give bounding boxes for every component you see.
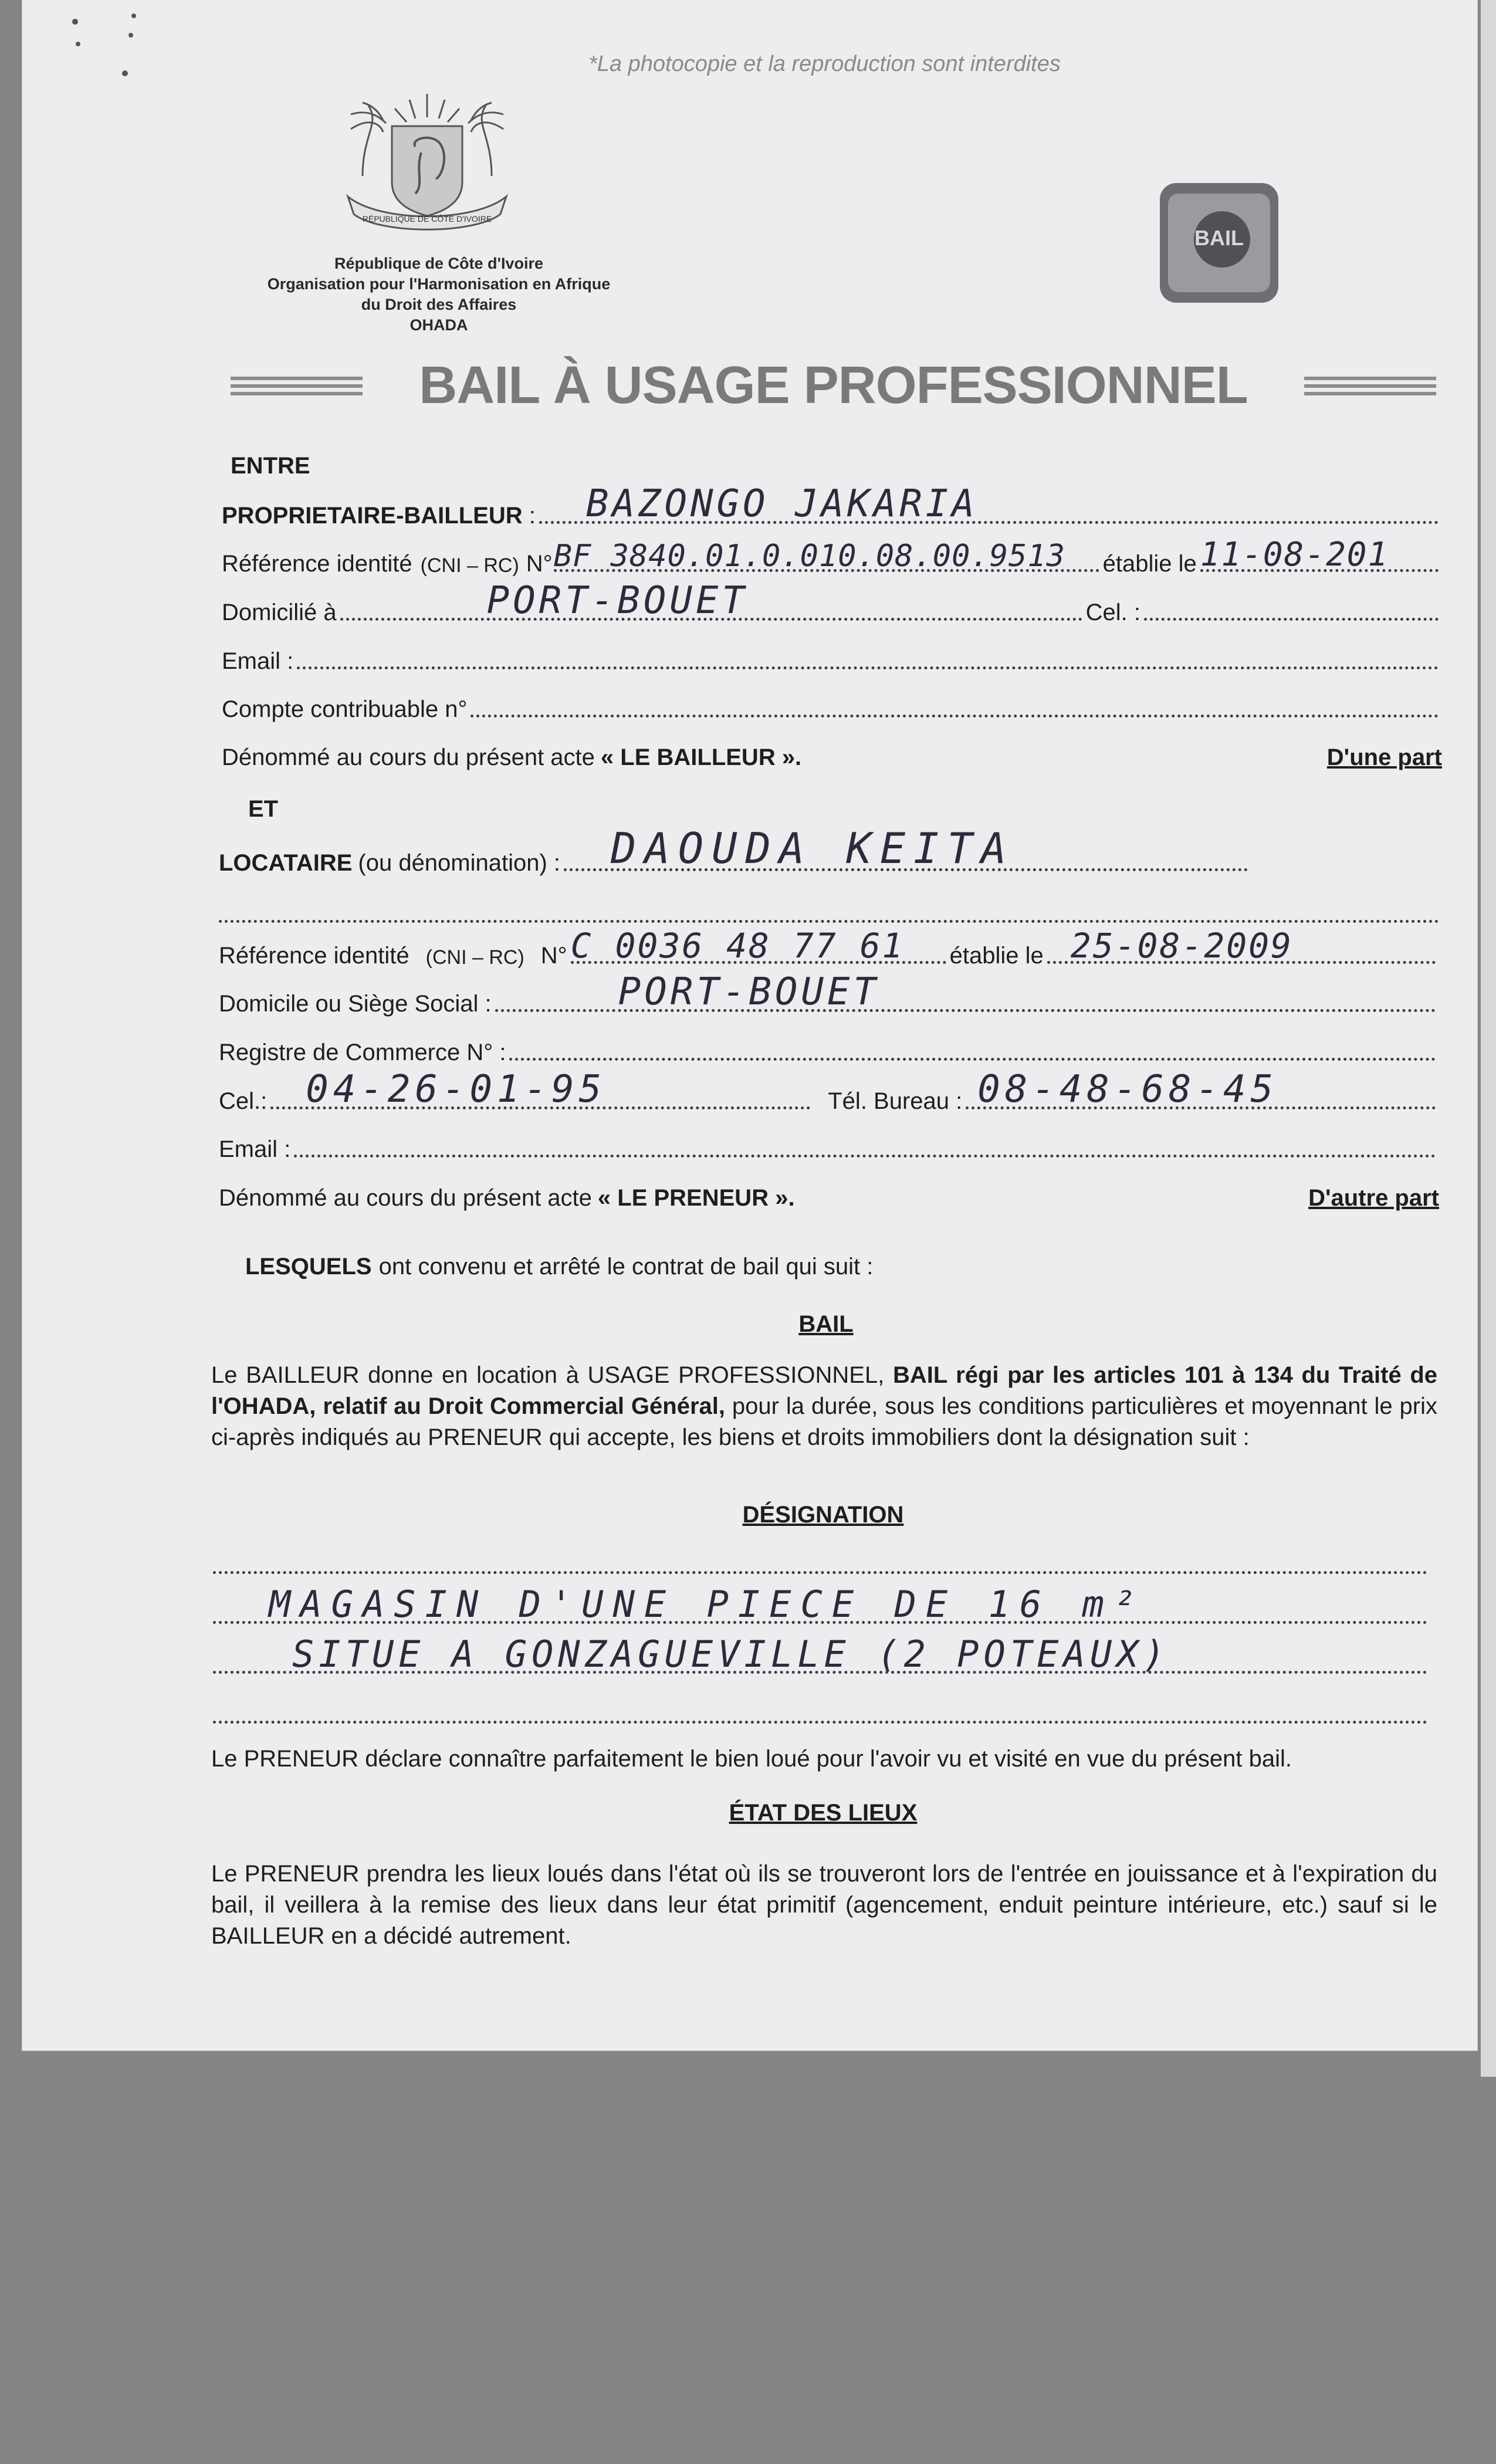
preneur-email-row [219, 1126, 1439, 1163]
designation-line-3[interactable] [213, 1633, 1427, 1676]
et-row [248, 786, 1468, 823]
org-line: OHADA [409, 316, 468, 334]
preneur-address-value: PORT-BOUET [618, 970, 879, 1014]
copy-warning: *La photocopie et la reproduction sont interdites [588, 52, 1061, 76]
bailleur-named-row [222, 735, 1442, 771]
bailleur-id-value: BF 3840.01.0.010.08.00.9513 [553, 539, 1065, 574]
org-line: République de Côte d'Ivoire [334, 255, 543, 272]
preneur-id-value: C 0036 48 77 61 [570, 926, 905, 966]
etat-heading: ÉTAT DES LIEUX [729, 1800, 918, 1826]
title-rule-left [231, 377, 363, 391]
preneur-email-field[interactable] [294, 1155, 1436, 1157]
staple-marks [46, 9, 163, 85]
rc-field[interactable] [509, 1058, 1436, 1061]
named-prefix: Dénommé au cours du présent acte [219, 1185, 592, 1211]
bailleur-address-value: PORT-BOUET [486, 579, 748, 622]
bailleur-address-row [222, 579, 1442, 626]
organization-block [233, 253, 644, 336]
preneur-cel-field[interactable] [270, 1068, 810, 1111]
preneur-named-row [219, 1175, 1439, 1211]
preneur-address-row [219, 970, 1439, 1017]
tel-field[interactable] [966, 1068, 1436, 1111]
designation-value-3: SITUE A GONZAGUEVILLE (2 POTEAUX) [292, 1633, 1170, 1676]
party-two: D'autre part [1308, 1185, 1439, 1211]
designation-line-2[interactable] [213, 1583, 1427, 1626]
designation-value-2: MAGASIN D'UNE PIECE DE 16 m² [269, 1583, 1145, 1626]
tax-label: Compte contribuable n° [222, 696, 468, 722]
tenant-field[interactable] [564, 824, 1248, 873]
preneur-phone-row [219, 1068, 1439, 1115]
designation-line-1[interactable] [213, 1537, 1427, 1574]
entre-row [231, 443, 1451, 479]
et-label: ET [248, 796, 279, 822]
bailleur-address-field[interactable] [340, 579, 1082, 622]
document-title: BAIL À USAGE PROFESSIONNEL [419, 356, 1248, 415]
tel-value: 08-48-68-45 [977, 1068, 1278, 1111]
preneur-date-field[interactable] [1047, 926, 1436, 966]
rc-label: Registre de Commerce N° : [219, 1040, 506, 1065]
id-label: Référence identité [222, 551, 412, 577]
named-value: « LE BAILLEUR ». [600, 744, 802, 770]
address-label: Domicilié à [222, 600, 337, 625]
id-type: (CNI – RC) [425, 946, 524, 969]
bailleur-date-field[interactable] [1200, 536, 1439, 574]
owner-field[interactable] [539, 482, 1439, 526]
tenant-label: LOCATAIRE [219, 850, 353, 876]
bailleur-id-row [222, 536, 1442, 577]
owner-label: PROPRIETAIRE-BAILLEUR [222, 503, 523, 529]
preneur-id-field[interactable] [570, 926, 946, 966]
bail-text-bold: BAIL régi par les articles 101 à 134 du Traité de l'OHADA, relatif au Droit Commercial Général, [211, 1362, 1437, 1419]
tel-label: Tél. Bureau : [828, 1088, 963, 1114]
bailleur-email-field[interactable] [297, 666, 1439, 669]
tenant-row [219, 824, 1251, 876]
stamp-label: BAIL [1194, 226, 1244, 250]
tax-row [222, 686, 1442, 723]
owner-value: BAZONGO JAKARIA [585, 482, 978, 526]
etat-text: Le PRENEUR prendra les lieux loués dans l'état où ils se trouveront lors de l'entrée en jouissance et à l'expiration du bail, il veillera à la remise des lieux dans leur état primitif (agencement, enduit peinture intérieure, etc.) sauf si le BAILLEUR en a décidé autrement. [211, 1861, 1437, 1949]
designation-line-4[interactable] [213, 1687, 1427, 1724]
named-value: « LE PRENEUR ». [597, 1185, 795, 1211]
entre-label: ENTRE [231, 453, 310, 479]
bailleur-id-field[interactable] [553, 539, 1099, 574]
named-prefix: Dénommé au cours du présent acte [222, 744, 595, 770]
tenant-value: DAOUDA KEITA [611, 824, 1015, 873]
owner-row [222, 482, 1442, 529]
email-label: Email : [219, 1136, 291, 1162]
tenant-extra-line[interactable] [219, 886, 1439, 923]
address-label: Domicile ou Siège Social : [219, 991, 492, 1017]
declaration-text: Le PRENEUR déclare connaître parfaitement le bien loué pour l'avoir vu et visité en vue du présent bail. [211, 1746, 1292, 1772]
agreement-text: ont convenu et arrêté le contrat de bail qui suit : [378, 1254, 874, 1280]
bail-heading: BAIL [798, 1311, 854, 1337]
bail-paragraph [211, 1360, 1437, 1453]
rc-row [219, 1030, 1439, 1066]
scan-edge [1481, 0, 1496, 2077]
id-type: (CNI – RC) [420, 554, 519, 577]
id-label: Référence identité [219, 943, 409, 969]
bail-text-2: pour la durée, sous les conditions particulières et moyennant le prix ci-après indiqués au PRENEUR qui accepte, les biens et droits immobiliers dont la désignation suit : [211, 1393, 1437, 1450]
issued-label: établie le [949, 943, 1044, 969]
issued-label: établie le [1102, 551, 1197, 577]
preneur-address-field[interactable] [495, 970, 1436, 1014]
cel-label: Cel.: [219, 1088, 268, 1114]
coat-of-arms-emblem [327, 82, 527, 243]
bailleur-date-value: 11-08-201 [1200, 536, 1389, 574]
cel-label: Cel. : [1085, 600, 1140, 625]
emblem-motto: RÉPUBLIQUE DE CÔTE D'IVOIRE [362, 214, 492, 224]
agreement-lead: LESQUELS [245, 1254, 372, 1280]
title-rule-right [1304, 377, 1436, 391]
tax-field[interactable] [471, 715, 1439, 717]
document-page [22, 0, 1477, 2050]
bailleur-email-row [222, 638, 1442, 675]
email-label: Email : [222, 648, 294, 674]
preneur-date-value: 25-08-2009 [1070, 926, 1293, 966]
owner-sep: : [529, 503, 536, 529]
preneur-cel-value: 04-26-01-95 [306, 1068, 607, 1111]
agreement-row [245, 1244, 1465, 1280]
id-no: N° [526, 551, 553, 577]
party-one: D'une part [1326, 744, 1442, 770]
bail-text-1: Le BAILLEUR donne en location à USAGE PROFESSIONNEL, [211, 1362, 885, 1388]
title-row [231, 352, 1436, 415]
bailleur-cel-field[interactable] [1144, 618, 1439, 621]
org-line: Organisation pour l'Harmonisation en Afrique [267, 275, 611, 293]
preneur-id-row [219, 926, 1439, 969]
designation-heading: DÉSIGNATION [742, 1502, 904, 1528]
id-no: N° [540, 943, 567, 969]
org-line: du Droit des Affaires [361, 296, 517, 313]
fiscal-stamp [1157, 181, 1281, 305]
tenant-sub: (ou dénomination) : [358, 850, 561, 876]
